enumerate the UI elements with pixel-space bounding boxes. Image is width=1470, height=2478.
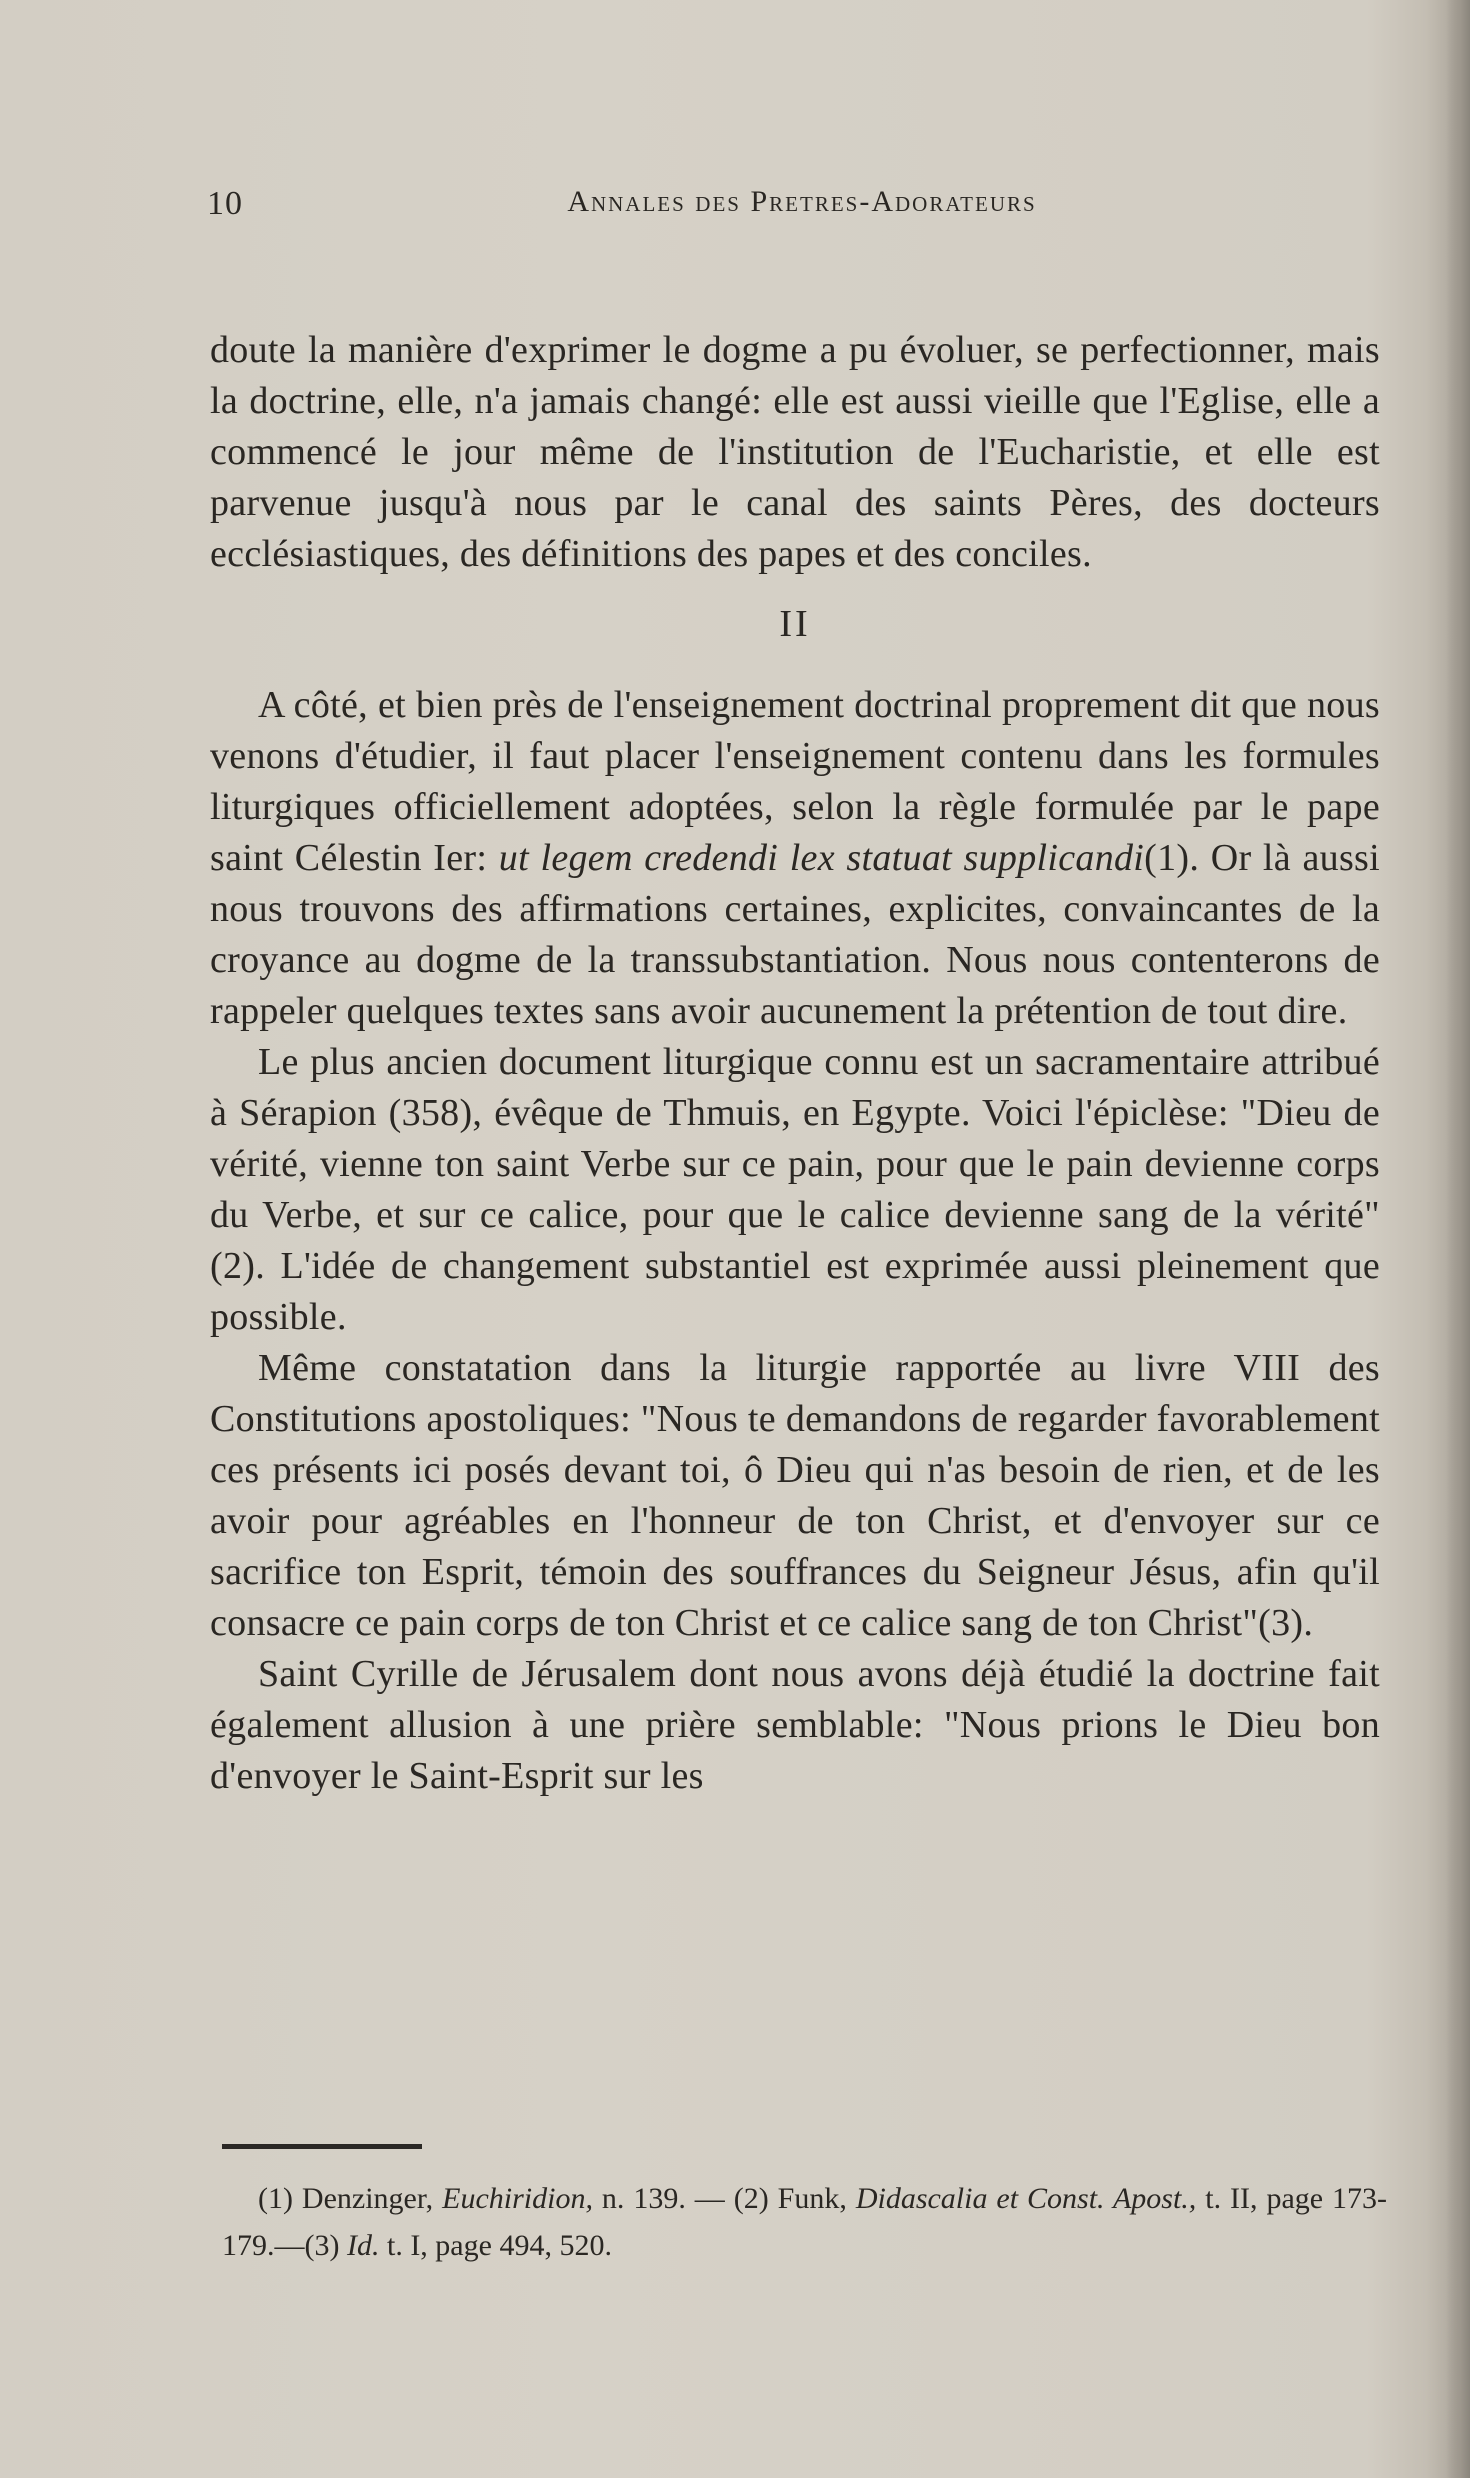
footnote-2-title: Didascalia et Const. Apost.,: [855, 2182, 1197, 2215]
footnote-2-b: t. II, page 173-179.—(3): [222, 2182, 1388, 2262]
footnote-1-title: Euchiridion,: [442, 2182, 593, 2215]
page-number: 10: [207, 185, 243, 222]
paragraph-4: Même constatation dans la liturgie rapportée au livre VIII des Constitutions apostoliques: "Nous te demandons de regarder favorablement ces présents ici posés devant toi, ô Dieu qui n'as besoin de rien, et de les avoir pour agréables en l'honneur de ton Christ, et d'envoyer sur ce sacrifice ton Esprit, témoin des souffrances du Seigneur Jésus, afin qu'il consacre ce pain corps de ton Christ et ce calice sang de ton Christ"(3).: [210, 1347, 1380, 1644]
paragraph-3: Le plus ancien document liturgique connu est un sacramentaire attribué à Sérapion (358), évêque de Thmuis, en Egypte. Voici l'épiclèse: "Dieu de vérité, vienne ton saint Verbe sur ce pain, pour que le pain devienne corps du Verbe, et sur ce calice, pour que le calice devienne sang de la vérité" (2). L'idée de changement substantiel est exprimée aussi pleinement que possible.: [210, 1041, 1380, 1338]
paragraph-5: Saint Cyrille de Jérusalem dont nous avons déjà étudié la doctrine fait également allusion à une prière semblable: "Nous prions le Dieu bon d'envoyer le Saint-Esprit sur les: [210, 1653, 1380, 1797]
page-edge-shadow: [1446, 0, 1470, 2478]
body-text: [210, 325, 1380, 1802]
page-header: [207, 185, 1387, 235]
paragraph-1: doute la manière d'exprimer le dogme a pu évoluer, se perfectionner, mais la doctrine, elle, n'a jamais changé: elle est aussi vieille que l'Eglise, elle a commencé le jour même de l'institution de l'Eucharistie, et elle est parvenue jusqu'à nous par le canal des saints Pères, des docteurs ecclésiastiques, des définitions des papes et des conciles.: [210, 329, 1380, 575]
section-heading: II: [779, 603, 811, 645]
footnote-text: [222, 2175, 1387, 2269]
footnote-3-title: Id.: [346, 2229, 380, 2262]
paragraph-2-end: (1). Or là aussi nous trouvons des affirmations certaines, explicites, convaincantes de la croyance au dogme de la transsubstantiation. Nous nous contenterons de rappeler quelques textes sans avoir aucunement la prétention de tout dire.: [210, 837, 1380, 1032]
footnote-3-b: t. I, page 494, 520.: [379, 2229, 612, 2262]
running-title: Annales des Pretres-Adorateurs: [567, 185, 1037, 218]
latin-quote: ut legem credendi lex statuat supplicandi: [498, 837, 1145, 879]
footnote-1-a: (1) Denzinger,: [258, 2182, 443, 2215]
paragraph-2-start: A côté, et bien près de l'enseignement doctrinal proprement dit que nous venons d'étudier, il faut placer l'enseignement contenu dans les formules liturgiques officiellement adoptées, selon la règle formulée par le pape saint Célestin Ier:: [210, 684, 1380, 879]
footnote-rule: [222, 2144, 422, 2149]
footnotes: [222, 2175, 1387, 2269]
paragraph-2: [210, 680, 1380, 1037]
footnote-1-b: n. 139. — (2) Funk,: [592, 2182, 856, 2215]
